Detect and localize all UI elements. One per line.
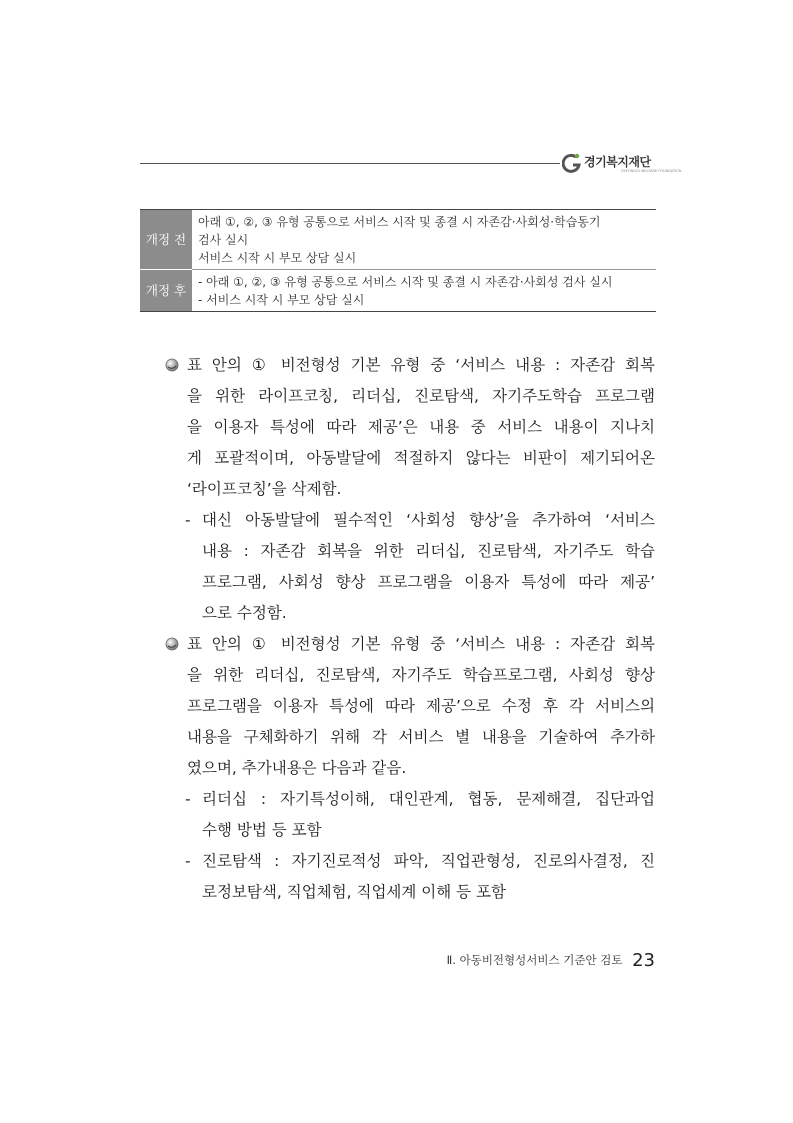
text-line: 프로그램을 이용자 특성에 따라 제공’으로 수정 후 각 서비스의 xyxy=(187,697,655,715)
after-row xyxy=(140,270,656,312)
page-footer xyxy=(380,950,655,971)
after-content xyxy=(192,270,656,312)
org-name: 경기복지재단 xyxy=(584,155,651,169)
after-line: - 서비스 시작 시 부모 상담 실시 xyxy=(198,293,365,307)
text-line: 대신 아동발달에 필수적인 ‘사회성 향상’을 추가하여 ‘서비스 xyxy=(202,511,655,529)
org-subtitle: GYEONGGI WELFARE FOUNDATION xyxy=(621,169,682,173)
org-logo xyxy=(562,150,682,178)
bullet-paragraph-2 xyxy=(165,629,655,784)
bullet-icon xyxy=(165,358,179,372)
text-line: 을 위한 리더십, 진로탐색, 자기주도 학습프로그램, 사회성 향상 xyxy=(187,666,655,684)
text-line: 수행 방법 등 포함 xyxy=(202,821,322,839)
dash-marker: - xyxy=(185,511,191,529)
text-line: 을 위한 라이프코칭, 리더십, 진로탐색, 자기주도학습 프로그램 xyxy=(187,387,655,405)
before-content xyxy=(192,210,656,270)
revision-table xyxy=(140,209,656,312)
text-line: 리더십 : 자기특성이해, 대인관계, 협동, 문제해결, 집단과업 xyxy=(202,790,655,808)
text-line: 을 이용자 특성에 따라 제공’은 내용 중 서비스 내용이 지나치 xyxy=(187,418,655,436)
text-line: 게 포괄적이며, 아동발달에 적절하지 않다는 비판이 제기되어온 xyxy=(187,449,655,467)
foundation-logo-icon xyxy=(562,152,582,174)
page-number: 23 xyxy=(632,950,655,971)
text-line: ‘라이프코칭’을 삭제함. xyxy=(187,480,342,498)
sub-paragraph-2 xyxy=(165,784,655,846)
after-label: 개정 후 xyxy=(140,270,192,312)
dash-marker: - xyxy=(185,852,191,870)
sub-paragraph-1 xyxy=(165,505,655,629)
text-line: 표 안의 ① 비전형성 기본 유형 중 ‘서비스 내용 : 자존감 회복 xyxy=(187,356,655,374)
text-line: 표 안의 ① 비전형성 기본 유형 중 ‘서비스 내용 : 자존감 회복 xyxy=(187,635,655,653)
dash-marker: - xyxy=(185,790,191,808)
before-row xyxy=(140,210,656,270)
before-line: 검사 실시 xyxy=(198,233,249,247)
before-line: 서비스 시작 시 부모 상담 실시 xyxy=(198,251,357,265)
text-line: 내용 : 자존감 회복을 위한 리더십, 진로탐색, 자기주도 학습 xyxy=(202,542,655,560)
before-line: 아래 ①, ②, ③ 유형 공통으로 서비스 시작 및 종결 시 자존감·사회성·학습동기 xyxy=(198,215,601,229)
footer-section-title: Ⅱ. 아동비전형성서비스 기준안 검토 xyxy=(446,953,623,967)
text-line: 내용을 구체화하기 위해 각 서비스 별 내용을 기술하여 추가하 xyxy=(187,728,655,746)
bullet-icon xyxy=(165,637,179,651)
before-label: 개정 전 xyxy=(140,210,192,270)
text-line: 였으며, 추가내용은 다음과 같음. xyxy=(187,759,407,777)
after-line: - 아래 ①, ②, ③ 유형 공통으로 서비스 시작 및 종결 시 자존감·사회성 검사 실시 xyxy=(198,275,613,289)
text-line: 프로그램, 사회성 향상 프로그램을 이용자 특성에 따라 제공’ xyxy=(202,573,655,591)
bullet-paragraph-1 xyxy=(165,350,655,505)
sub-paragraph-3 xyxy=(165,846,655,908)
text-line: 로정보탐색, 직업체험, 직업세계 이해 등 포함 xyxy=(202,883,507,901)
header-rule xyxy=(140,163,560,164)
body-text xyxy=(165,350,655,908)
text-line: 진로탐색 : 자기진로적성 파악, 직업관형성, 진로의사결정, 진 xyxy=(202,852,655,870)
text-line: 으로 수정함. xyxy=(202,604,287,622)
